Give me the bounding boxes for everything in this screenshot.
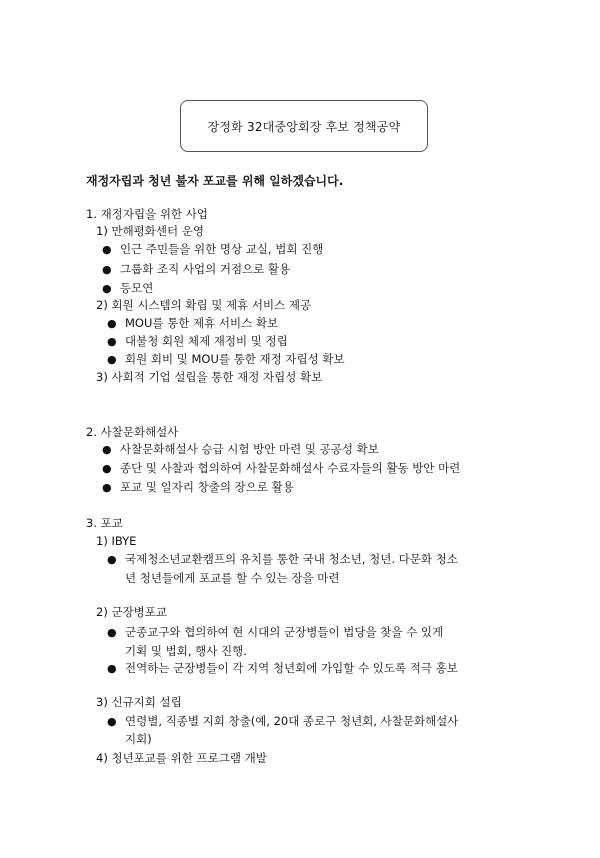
list-item: ● 등모연 [102, 280, 153, 297]
section-2-heading: 2. 사찰문화해설사 [86, 425, 179, 439]
list-item: ● 국제청소년교환캠프의 유치를 통한 국내 청소년, 청년. 다문화 청소 [107, 551, 458, 568]
list-item-continuation: 지회) [125, 732, 152, 746]
section-3-sub-3: 3) 신규지회 설립 [96, 695, 182, 709]
list-item: ● 전역하는 군장병들이 각 지역 청년회에 가입할 수 있도록 적극 홍보 [107, 660, 458, 677]
section-1-heading: 1. 재정자립을 위한 사업 [86, 207, 208, 221]
section-3-sub-1: 1) IBYE [96, 534, 137, 548]
section-1-sub-3: 3) 사회적 기업 설립을 통한 재정 자립성 확보 [96, 370, 323, 384]
intro-statement: 재정자립과 청년 불자 포교를 위해 일하겠습니다. [86, 174, 344, 188]
list-item-continuation: 기획 및 법회, 행사 진행. [125, 644, 247, 658]
document-title: 장정화 32대중앙회장 후보 정책공약 [207, 119, 401, 134]
list-item: ● 연령별, 직종별 지회 창출(예, 20대 종로구 청년회, 사찰문화해설사 [107, 713, 458, 730]
title-box [180, 100, 428, 152]
list-item: ● 회원 회비 및 MOU를 통한 재정 자립성 확보 [107, 351, 345, 368]
list-item: ● 군종교구와 협의하여 현 시대의 군장병들이 법당을 찾을 수 있게 [107, 624, 443, 641]
section-1-sub-1: 1) 만해평화센터 운영 [96, 224, 204, 238]
list-item: ● 사찰문화해설사 승급 시험 방안 마련 및 공공성 확보 [102, 441, 379, 458]
list-item: ● 종단 및 사찰과 협의하여 사찰문화해설사 수료자들의 활동 방안 마련 [102, 460, 460, 477]
list-item: ● MOU를 통한 제휴 서비스 확보 [107, 315, 278, 332]
list-item: ● 포교 및 일자리 창출의 장으로 활용 [102, 479, 294, 496]
section-3-sub-2: 2) 군장병포교 [96, 605, 168, 619]
list-item: ● 그룹화 조직 사업의 거점으로 활용 [102, 261, 290, 278]
section-1-sub-2: 2) 회원 시스템의 확립 및 제휴 서비스 제공 [96, 298, 312, 312]
list-item: ● 인근 주민들을 위한 명상 교실, 법회 진행 [102, 241, 323, 258]
section-3-sub-4: 4) 청년포교를 위한 프로그램 개발 [96, 751, 267, 765]
list-item: ● 대불청 회원 체제 재정비 및 정립 [107, 333, 288, 350]
section-3-heading: 3. 포교 [86, 516, 123, 530]
list-item-continuation: 년 청년들에게 포교를 할 수 있는 장을 마련 [125, 571, 340, 585]
